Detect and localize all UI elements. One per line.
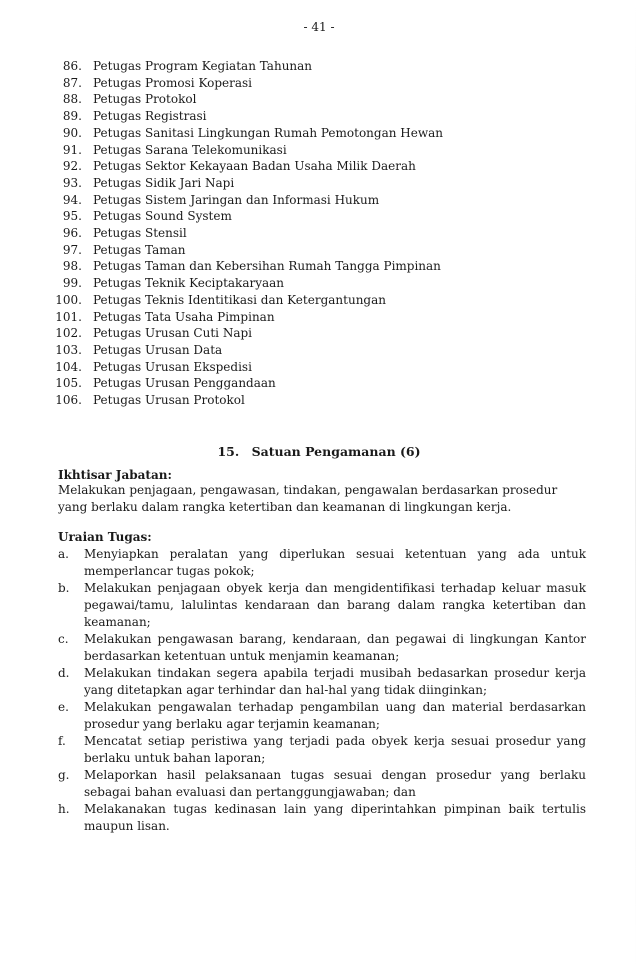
list-item-number: 105. (55, 376, 82, 391)
list-item (50, 342, 610, 359)
task-list (58, 546, 586, 835)
task-item (58, 665, 586, 699)
list-item-number: 104. (55, 359, 82, 374)
list-item (50, 158, 610, 175)
list-item-number: 90. (62, 125, 82, 140)
list-item (50, 75, 610, 92)
list-item-text: Petugas Urusan Ekspedisi (93, 359, 252, 374)
list-item-number: 94. (62, 192, 82, 207)
task-item (58, 546, 586, 580)
task-letter: f. (58, 734, 66, 748)
uraian-heading: Uraian Tugas: (58, 530, 152, 544)
list-item-number: 97. (62, 242, 82, 257)
list-item (50, 225, 610, 242)
task-text: Mencatat setiap peristiwa yang terjadi pada obyek kerja sesuai prosedur yang berlaku untuk bahan laporan; (84, 734, 586, 765)
task-text: Melakukan pengawasan barang, kendaraan, dan pegawai di lingkungan Kantor berdasarkan ketentuan untuk menjamin keamanan; (84, 632, 586, 663)
task-item (58, 801, 586, 835)
list-item-number: 88. (62, 92, 82, 107)
list-item-text: Petugas Registrasi (93, 109, 207, 124)
task-text: Melakukan pengawalan terhadap pengambilan uang dan material berdasarkan prosedur yang berlaku agar terjamin keamanan; (84, 700, 586, 731)
task-letter: e. (58, 700, 69, 714)
task-item (58, 580, 586, 631)
task-letter: c. (58, 632, 69, 646)
list-item-text: Petugas Taman (93, 242, 186, 257)
list-item-text: Petugas Program Kegiatan Tahunan (93, 59, 313, 73)
task-text: Melaporkan hasil pelaksanaan tugas sesuai dengan prosedur yang berlaku sebagai bahan evaluasi dan pertanggungjawaban; dan (84, 768, 586, 799)
list-item-text: Petugas Teknik Keciptakaryaan (93, 276, 285, 291)
list-item (50, 375, 610, 392)
list-item-text: Petugas Stensil (93, 226, 187, 241)
ikhtisar-text: Melakukan penjagaan, pengawasan, tindakan, pengawalan berdasarkan prosedur yang berlaku dalam rangka ketertiban dan keamanan di lingkungan kerja. (58, 483, 558, 514)
list-item-number: 99. (62, 276, 82, 291)
list-item-number: 96. (62, 226, 82, 241)
list-item-number: 101. (55, 309, 82, 324)
task-letter: g. (58, 768, 70, 782)
section-number: 15. (217, 444, 240, 459)
list-item-number: 102. (55, 326, 82, 341)
ikhtisar-block (58, 468, 586, 516)
list-item (50, 242, 610, 259)
numbered-job-list (50, 58, 610, 409)
list-item (50, 208, 610, 225)
list-item-text: Petugas Teknis Identitikasi dan Ketergantungan (93, 292, 386, 307)
list-item (50, 142, 610, 159)
list-item-text: Petugas Promosi Koperasi (93, 75, 252, 90)
task-letter: h. (58, 802, 70, 816)
list-item (50, 359, 610, 376)
list-item (50, 108, 610, 125)
list-item (50, 275, 610, 292)
list-item-text: Petugas Sarana Telekomunikasi (93, 142, 287, 157)
list-item-text: Petugas Sistem Jaringan dan Informasi Hukum (93, 192, 380, 207)
task-text: Melakukan penjagaan obyek kerja dan mengidentifikasi terhadap keluar masuk pegawai/tamu, lalulintas kendaraan dan barang dalam rangka ketertiban dan keamanan; (84, 581, 586, 629)
list-item-text: Petugas Sound System (93, 209, 232, 224)
list-item (50, 125, 610, 142)
list-item-number: 89. (62, 109, 82, 124)
list-item (50, 325, 610, 342)
list-item (50, 91, 610, 108)
list-item-text: Petugas Sidik Jari Napi (93, 175, 235, 190)
list-item-text: Petugas Tata Usaha Pimpinan (93, 309, 275, 324)
task-item (58, 767, 586, 801)
list-item-text: Petugas Protokol (93, 92, 197, 107)
list-item (50, 392, 610, 409)
list-item (50, 192, 610, 209)
task-text: Menyiapkan peralatan yang diperlukan sesuai ketentuan yang ada untuk memperlancar tugas pokok; (84, 547, 586, 578)
task-letter: d. (58, 666, 70, 680)
uraian-block (58, 530, 586, 835)
list-item-text: Petugas Urusan Data (93, 342, 223, 357)
section-title (0, 444, 638, 459)
list-item-number: 103. (55, 342, 82, 357)
list-item (50, 175, 610, 192)
list-item-number: 95. (62, 209, 82, 224)
task-letter: a. (58, 547, 69, 561)
list-item-number: 98. (62, 259, 82, 274)
task-text: Melakanakan tugas kedinasan lain yang diperintahkan pimpinan baik tertulis maupun lisan. (84, 802, 586, 833)
list-item (50, 292, 610, 309)
task-item (58, 699, 586, 733)
list-item (50, 309, 610, 326)
list-item-number: 87. (62, 75, 82, 90)
list-item-text: Petugas Urusan Penggandaan (93, 376, 276, 391)
list-item-number: 93. (62, 175, 82, 190)
list-item-number: 91. (62, 142, 82, 157)
list-item-text: Petugas Urusan Protokol (93, 393, 245, 408)
task-text: Melakukan tindakan segera apabila terjadi musibah bedasarkan prosedur kerja yang ditetapkan agar terhindar dan hal-hal yang tidak diinginkan; (84, 666, 586, 697)
ikhtisar-heading: Ikhtisar Jabatan: (58, 468, 172, 482)
list-item-text: Petugas Sanitasi Lingkungan Rumah Pemotongan Hewan (93, 125, 444, 140)
list-item (50, 58, 610, 75)
list-item-text: Petugas Sektor Kekayaan Badan Usaha Milik Daerah (93, 159, 416, 174)
task-item (58, 631, 586, 665)
task-letter: b. (58, 581, 70, 595)
list-item-number: 86. (62, 59, 82, 73)
list-item-number: 106. (55, 393, 82, 408)
scan-edge (635, 0, 636, 973)
section-name: Satuan Pengamanan (6) (251, 444, 421, 459)
list-item-text: Petugas Taman dan Kebersihan Rumah Tangga Pimpinan (93, 259, 441, 274)
list-item (50, 258, 610, 275)
list-item-text: Petugas Urusan Cuti Napi (93, 326, 252, 341)
page-number: - 41 - (303, 20, 335, 34)
task-item (58, 733, 586, 767)
list-item-number: 100. (55, 292, 82, 307)
list-item-number: 92. (62, 159, 82, 174)
